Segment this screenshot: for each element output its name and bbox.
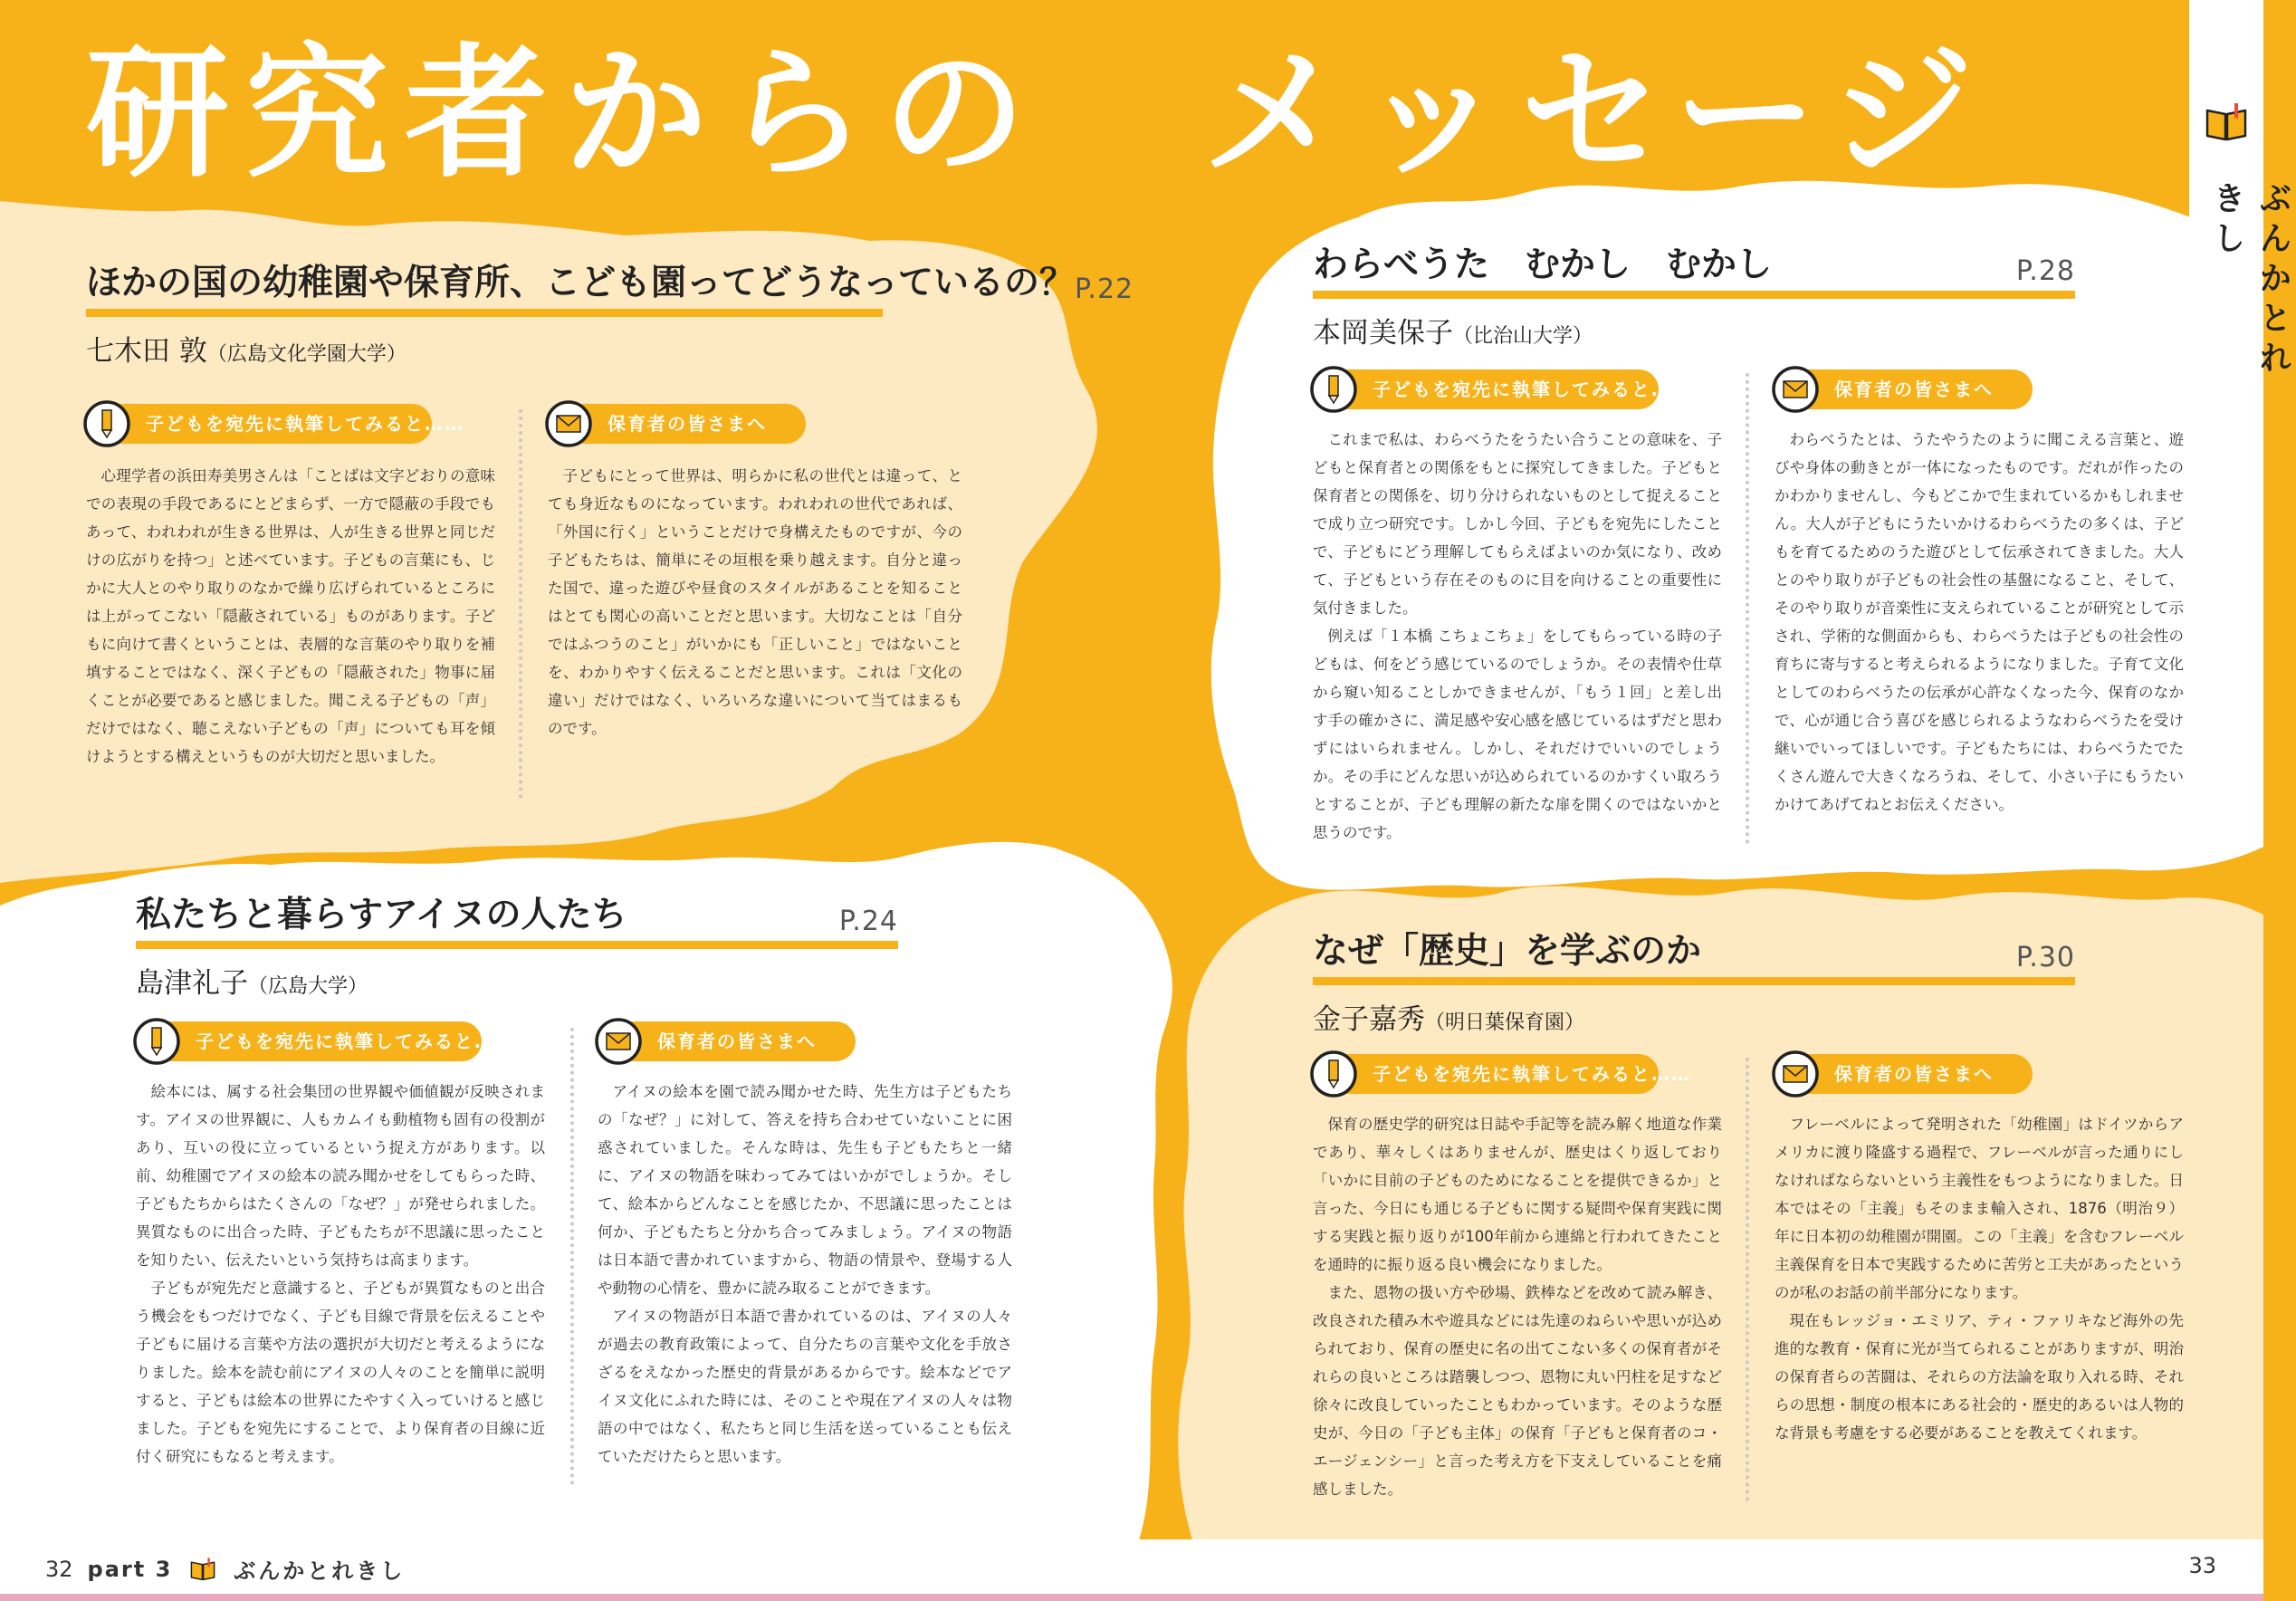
- child-text: [1313, 426, 1722, 847]
- paragraph: アイヌの物語が日本語で書かれているのは、アイヌの人々が過去の教育政策によって、自分たちの言葉や文化を手放さざるをえなかった歴史的背景があるからです。絵本などでアイヌ文化にふれた時には、そのことや現在アイヌの人々は物語の中ではなく、私たちと同じ生活を送っていることも伝えていただけたらと思います。: [598, 1308, 1012, 1465]
- section-heading: [1313, 929, 2075, 985]
- paragraph: 例えば「１本橋 こちょこちょ」をしてもらっている時の子どもは、何をどう感じているのでしょうか。その表情や仕草から窺い知ることしかできませんが、「もう１回」と差し出す手の確かさに、満足感や安心感を感じているはずだと思わずにはいられません。しかし、それだけでいいのでしょうか。その手にどんな思いが込められているのかすくい取ろうとすることが、子ども理解の新たな扉を開くのではないかと思うのです。: [1313, 628, 1722, 841]
- pencil-icon: [132, 1017, 181, 1066]
- paragraph: 絵本には、属する社会集団の世界観や価値観が反映されます。アイヌの世界観に、人もカムイも動植物も固有の役割があり、互いの役に立っているという捉え方があります。以前、幼稚園でアイヌの絵本の読み聞かせをしてもらった時、子どもたちからはたくさんの「なぜ？」が発せられました。異質なものに出合った時、子どもたちが不思議に思ったことを知りたい、伝えたいという気持ちは高まります。: [136, 1083, 545, 1269]
- category-label: ぶんかとれきし: [234, 1558, 406, 1584]
- subheading-teacher: [1775, 1054, 2033, 1094]
- subheading-teacher: [598, 1021, 856, 1061]
- section-page-ref: P.22: [1075, 273, 1134, 305]
- section-title: ほかの国の幼稚園や保育所、こども園ってどうなっているの？: [86, 263, 1076, 303]
- open-book-icon: [2204, 100, 2249, 145]
- author-affiliation: （広島文化学園大学）: [206, 343, 407, 366]
- author-name: 島津礼子: [136, 967, 248, 1000]
- child-text: [86, 462, 495, 771]
- paragraph: 子どもにとって世界は、明らかに私の世代とは違って、とても身近なものになっています。われわれの世代であれば、「外国に行く」ということだけで身構えたものですが、今の子どもたちは、簡単にその垣根を乗り越えます。自分と違った国で、違った遊びや昼食のスタイルがあることを知ることはとても関心の高いことだと思います。大切なことは「自分ではふつうのこと」がいかにも「正しいこと」ではないことを、わかりやすく伝えることだと思います。これは「文化の違い」だけではなく、いろいろな違いについて当てはまるものです。: [548, 467, 962, 737]
- teacher-text: [548, 462, 962, 743]
- envelope-icon: [594, 1017, 643, 1066]
- author-affiliation: （比治山大学）: [1453, 325, 1593, 348]
- author: [86, 328, 407, 369]
- author: [1313, 996, 1584, 1037]
- section-heading: [1313, 243, 2075, 299]
- column-divider: [1746, 1058, 1749, 1501]
- subheading-child-label: 子どもを宛先に執筆してみると……: [1373, 1063, 1691, 1085]
- column-divider: [570, 1028, 574, 1485]
- column-divider: [1746, 373, 1749, 844]
- pencil-icon: [1309, 1050, 1358, 1098]
- subheading-child-label: 子どもを宛先に執筆してみると……: [196, 1031, 514, 1052]
- section-title: わらべうた むかし むかし: [1313, 244, 1773, 285]
- section-page-ref: P.28: [2015, 255, 2075, 287]
- paragraph: これまで私は、わらべうたをうたい合うことの意味を、子どもと保育者との関係をもとに探究してきました。子どもと保育者との関係を、切り分けられないものとして捉えることで成り立つ研究です。しかし今回、子どもを宛先にしたことで、子どもにどう理解してもらえばよいのか気になり、改めて、子どもという存在そのものに目を向けることの重要性に気付きました。: [1313, 431, 1722, 617]
- subheading-child-label: 子どもを宛先に執筆してみると……: [146, 413, 464, 435]
- teacher-text: [598, 1078, 1012, 1471]
- paragraph: アイヌの絵本を園で読み聞かせた時、先生方は子どもたちの「なぜ？」に対して、答えを持ち合わせていないことに困惑されていました。そんな時は、先生も子どもたちと一緒に、アイヌの物語を味わってみてはいかがでしょうか。そして、絵本からどんなことを感じたか、不思議に思ったことは何か、子どもたちと分かち合ってみましょう。アイヌの物語は日本語で書かれていますから、物語の情景や、登場する人や動物の心情を、豊かに読み取ることができます。: [598, 1083, 1012, 1297]
- column-divider: [519, 409, 522, 799]
- teacher-text: [1775, 426, 2184, 819]
- envelope-icon: [1771, 1050, 1820, 1098]
- subheading-child: [1313, 1054, 1691, 1094]
- open-book-icon: [187, 1556, 219, 1583]
- subheading-teacher-label: 保育者の皆さまへ: [607, 413, 767, 435]
- subheading-teacher-label: 保育者の皆さまへ: [1834, 379, 1994, 400]
- paragraph: 心理学者の浜田寿美男さんは「ことばは文字どおりの意味での表現の手段であるにとどまらず、一方で隠蔽の手段でもあって、われわれが生きる世界は、人が生きる世界と同じだけの広がりを持つ」と述べています。子どもの言葉にも、じかに大人とのやり取りのなかで繰り広げられているところには上がってこない「隠蔽されている」ものがあります。子どもに向けて書くということは、表層的な言葉のやり取りを補填することではなく、深く子どもの「隠蔽された」物事に届くことが必要であると感じました。聞こえる子どもの「声」だけではなく、聴こえない子どもの「声」についても耳を傾けようとする構えというものが大切だと思いました。: [86, 467, 495, 765]
- footer-left: [45, 1553, 405, 1585]
- paragraph: フレーベルによって発明された「幼稚園」はドイツからアメリカに渡り隆盛する過程で、フレーベルが言った通りにしなければならないという主義性をもつようになりました。日本ではその「主義」もそのまま輸入され、1876（明治９）年に日本初の幼稚園が開園。この「主義」を含むフレーベル主義保育を日本で実践するために苦労と工夫があったというのが私のお話の前半部分になります。: [1775, 1116, 2184, 1301]
- author-name: 七木田 敦: [86, 335, 207, 368]
- paragraph: 現在もレッジョ・エミリア、ティ・ファリキなど海外の先進的な教育・保育に光が当てられることがありますが、明治の保育者らの苦闘は、それらの方法論を取り入れる時、それらの思想・制度の根本にある社会的・歴史的あるいは人物的な背景も考慮をする必要があることを教えてくれます。: [1775, 1312, 2184, 1442]
- bottom-edge-bar: [0, 1594, 2263, 1601]
- subheading-teacher: [1775, 369, 2033, 409]
- part-label: part 3: [87, 1556, 173, 1582]
- child-text: [1313, 1110, 1722, 1503]
- pencil-icon: [1309, 365, 1358, 414]
- subheading-child: [86, 404, 464, 444]
- section-title: 私たちと暮らすアイヌの人たち: [136, 895, 627, 935]
- page-title: 研究者からの メッセージ: [86, 31, 1990, 197]
- section-title: なぜ「歴史」を学ぶのか: [1313, 931, 1702, 972]
- author-name: 本岡美保子: [1313, 317, 1453, 350]
- author-affiliation: （広島大学）: [248, 975, 368, 998]
- author: [136, 960, 368, 1001]
- section-page-ref: P.24: [838, 906, 898, 937]
- paragraph: わらべうたとは、うたやうたのように聞こえる言葉と、遊びや身体の動きとが一体になったものです。だれが作ったのかわかりませんし、今もどこかで生まれているかもしれません。大人が子どもにうたいかけるわらべうたの多くは、子どもを育てるためのうた遊びとして伝承されてきました。大人とのやり取りが子どもの社会性の基盤になること、そして、そのやり取りが音楽性に支えられていることが研究として示され、学術的な側面からも、わらべうたは子どもの社会性の育ちに寄与すると考えられるようになりました。子育て文化としてのわらべうたの伝承が心許なくなった今、保育のなかで、心が通じ合う喜びを感じられるようなわらべうたを受け継いでいってほしいです。子どもたちには、わらべうたでたくさん遊んで大きくなろうね、そして、小さい子にもうたいかけてあげてねとお伝えください。: [1775, 431, 2184, 813]
- envelope-icon: [544, 399, 593, 448]
- envelope-icon: [1771, 365, 1820, 414]
- author-name: 金子嘉秀: [1313, 1003, 1425, 1036]
- subheading-child-label: 子どもを宛先に執筆してみると……: [1373, 379, 1691, 400]
- child-text: [136, 1078, 545, 1471]
- pencil-icon: [82, 399, 131, 448]
- subheading-teacher-label: 保育者の皆さまへ: [1834, 1063, 1994, 1085]
- section-page-ref: P.30: [2015, 942, 2075, 973]
- subheading-child: [136, 1021, 514, 1061]
- teacher-text: [1775, 1110, 2184, 1447]
- author-affiliation: （明日葉保育園）: [1425, 1011, 1585, 1034]
- subheading-teacher: [548, 404, 806, 444]
- section-heading: [86, 261, 1134, 317]
- category-tab: [2189, 0, 2291, 417]
- category-tab-label: ぶんかとれきし: [2208, 181, 2291, 380]
- page-number-right: 33: [2188, 1553, 2216, 1578]
- author: [1313, 310, 1593, 350]
- paragraph: 保育の歴史学的研究は日誌や手記等を読み解く地道な作業であり、華々しくはありませんが、歴史はくり返しており「いかに目前の子どものためになることを提供できるか」と言った、今日にも通じる子どもに関する疑問や保育実践に関する実践と振り返りが100年前から連綿と行われてきたことを通時的に振り返る良い機会になりました。: [1313, 1116, 1723, 1273]
- subheading-child: [1313, 369, 1691, 409]
- paragraph: また、恩物の扱い方や砂場、鉄棒などを改めて読み解き、改良された積み木や遊具などには先達のねらいや思いが込められており、保育の歴史に名の出てこない多くの保育者がそれらの良いところは踏襲しつつ、恩物に丸い円柱を足すなど徐々に改良していったこともわかっています。そのような歴史が、今日の「子ども主体」の保育「子どもと保育者のコ・エージェンシー」と言った考え方を下支えしていることを痛感しました。: [1313, 1284, 1722, 1498]
- subheading-teacher-label: 保育者の皆さまへ: [657, 1031, 817, 1052]
- section-heading: [136, 893, 898, 949]
- page-number-left: 32: [45, 1556, 73, 1582]
- paragraph: 子どもが宛先だと意識すると、子どもが異質なものと出合う機会をもつだけでなく、子ども目線で背景を伝えることや子どもに届ける言葉や方法の選択が大切だと考えるようになりました。絵本を読む前にアイヌの人々のことを簡単に説明すると、子どもは絵本の世界にたやすく入っていけると感じました。子どもを宛先にすることで、より保育者の目線に近付く研究にもなると考えます。: [136, 1280, 545, 1465]
